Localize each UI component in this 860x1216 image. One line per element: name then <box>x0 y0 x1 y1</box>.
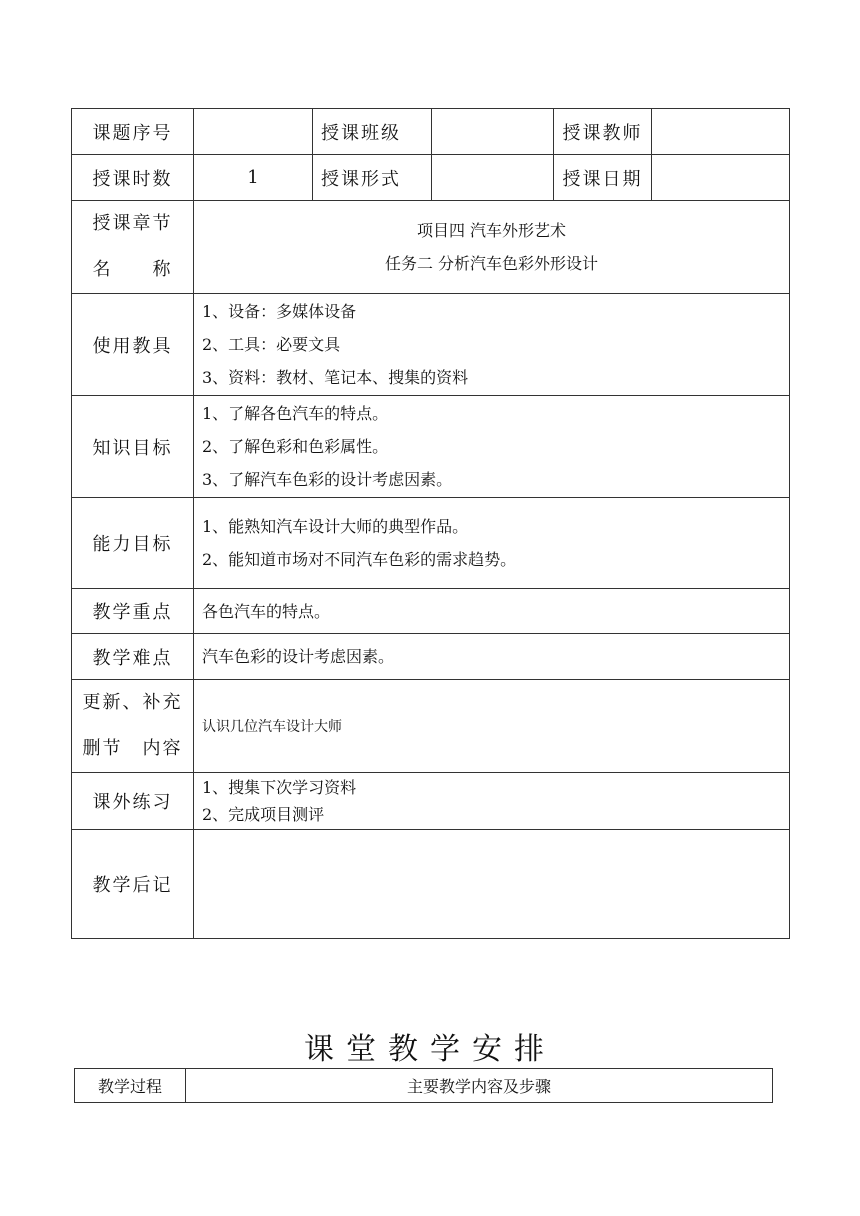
process-table <box>74 1068 773 1103</box>
teacher-label: 授课教师 <box>554 109 652 155</box>
homework-item: 2、完成项目测评 <box>202 805 325 824</box>
knowledge-item: 2、了解色彩和色彩属性。 <box>202 437 389 456</box>
process-col-stage: 教学过程 <box>75 1069 186 1103</box>
row-homework <box>72 773 790 830</box>
homework-item: 1、搜集下次学习资料 <box>202 778 357 797</box>
row-ability <box>72 498 790 589</box>
date-value[interactable] <box>652 155 790 201</box>
section-title: 课堂教学安排 <box>304 1032 556 1067</box>
chapter-label-line1: 授课章节 <box>92 213 173 234</box>
hours-label: 授课时数 <box>72 155 194 201</box>
process-header-row <box>75 1069 773 1103</box>
update-value[interactable]: 认识几位汽车设计大师 <box>194 680 790 773</box>
row-postscript <box>72 830 790 939</box>
form-value[interactable] <box>432 155 554 201</box>
row-hours-form-date <box>72 155 790 201</box>
knowledge-label: 知识目标 <box>72 396 194 498</box>
update-label-line1: 更新、补充 <box>82 692 183 713</box>
class-label: 授课班级 <box>313 109 432 155</box>
ability-value[interactable] <box>194 498 790 589</box>
topic-no-label: 课题序号 <box>72 109 194 155</box>
chapter-task: 任务二 分析汽车色彩外形设计 <box>384 254 599 273</box>
chapter-project: 项目四 汽车外形艺术 <box>416 221 567 240</box>
class-value[interactable] <box>432 109 554 155</box>
tools-item: 1、设备：多媒体设备 <box>202 302 357 321</box>
postscript-value[interactable] <box>194 830 790 939</box>
ability-item: 1、能熟知汽车设计大师的典型作品。 <box>202 517 469 536</box>
update-label <box>72 680 194 773</box>
key-point-label: 教学重点 <box>72 589 194 634</box>
tools-value[interactable] <box>194 294 790 396</box>
ability-label: 能力目标 <box>72 498 194 589</box>
knowledge-item: 1、了解各色汽车的特点。 <box>202 404 389 423</box>
teacher-value[interactable] <box>652 109 790 155</box>
lesson-plan-table <box>71 108 790 939</box>
knowledge-value[interactable] <box>194 396 790 498</box>
difficulty-label: 教学难点 <box>72 634 194 680</box>
row-topic-class-teacher <box>72 109 790 155</box>
chapter-value[interactable] <box>194 201 790 294</box>
topic-no-value[interactable] <box>194 109 313 155</box>
ability-item: 2、能知道市场对不同汽车色彩的需求趋势。 <box>202 550 517 569</box>
process-col-content: 主要教学内容及步骤 <box>186 1069 773 1103</box>
tools-item: 2、工具：必要文具 <box>202 335 341 354</box>
chapter-label-line2: 名 称 <box>92 259 173 280</box>
postscript-label: 教学后记 <box>72 830 194 939</box>
form-label: 授课形式 <box>313 155 432 201</box>
tools-item: 3、资料：教材、笔记本、搜集的资料 <box>202 368 469 387</box>
hours-value[interactable]: 1 <box>194 155 313 201</box>
update-label-line2: 删节 内容 <box>82 738 183 759</box>
knowledge-item: 3、了解汽车色彩的设计考虑因素。 <box>202 470 453 489</box>
row-key-point <box>72 589 790 634</box>
row-tools <box>72 294 790 396</box>
key-point-value[interactable]: 各色汽车的特点。 <box>194 589 790 634</box>
row-chapter <box>72 201 790 294</box>
homework-value[interactable] <box>194 773 790 830</box>
date-label: 授课日期 <box>554 155 652 201</box>
homework-label: 课外练习 <box>72 773 194 830</box>
difficulty-value[interactable]: 汽车色彩的设计考虑因素。 <box>194 634 790 680</box>
chapter-label <box>72 201 194 294</box>
row-difficulty <box>72 634 790 680</box>
row-knowledge <box>72 396 790 498</box>
tools-label: 使用教具 <box>72 294 194 396</box>
row-update <box>72 680 790 773</box>
